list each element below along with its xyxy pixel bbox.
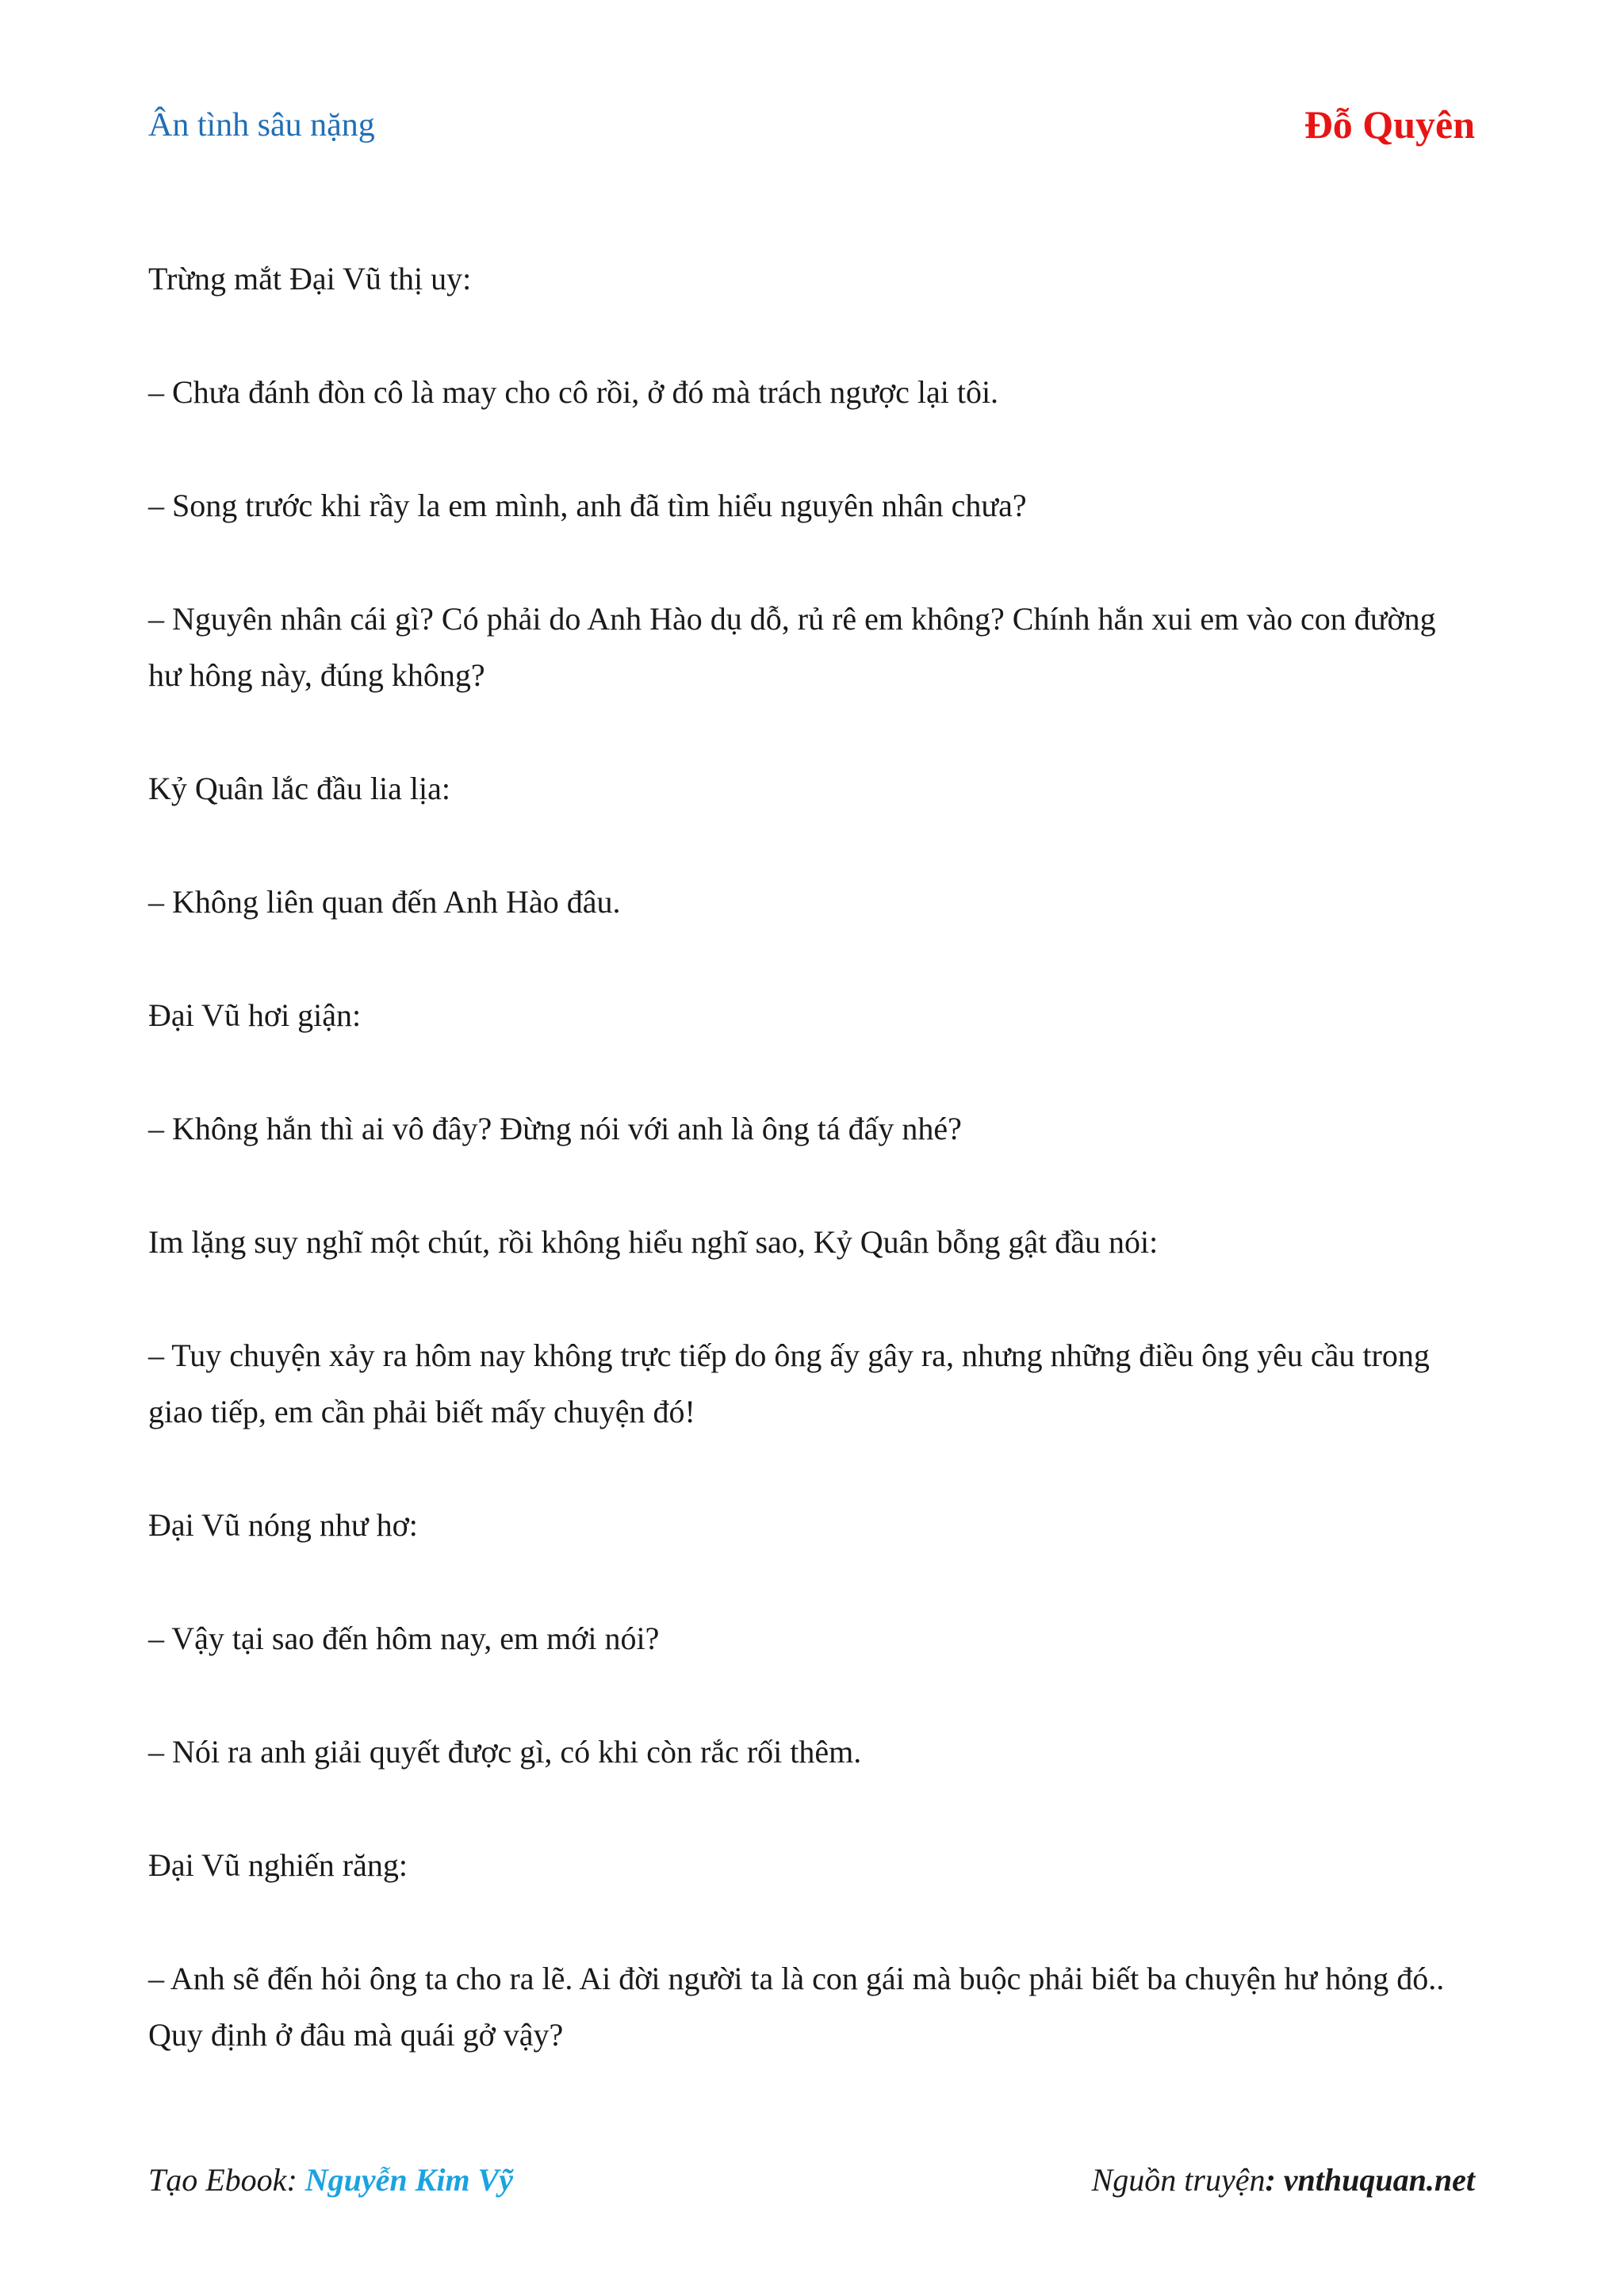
ebook-creator: Nguyễn Kim Vỹ	[304, 2162, 513, 2198]
ebook-credit: Tạo Ebook: Nguyễn Kim Vỹ	[148, 2162, 513, 2198]
author-name: Đỗ Quyên	[1304, 102, 1475, 147]
paragraph: – Không liên quan đến Anh Hào đâu.	[148, 884, 621, 920]
page-header	[148, 101, 1475, 157]
page-footer	[148, 2161, 1475, 2209]
paragraph: Đại Vũ nóng như hơ:	[148, 1507, 418, 1543]
book-title: Ân tình sâu nặng	[148, 107, 375, 144]
paragraph: – Không hắn thì ai vô đây? Đừng nói với anh là ông tá đấy nhé?	[148, 1111, 962, 1146]
paragraph: Trừng mắt Đại Vũ thị uy:	[148, 261, 472, 297]
paragraph: Im lặng suy nghĩ một chút, rồi không hiểu nghĩ sao, Kỷ Quân bỗng gật đầu nói:	[148, 1224, 1159, 1260]
paragraph: – Nói ra anh giải quyết được gì, có khi còn rắc rối thêm.	[148, 1734, 862, 1770]
paragraph: Đại Vũ hơi giận:	[148, 997, 362, 1033]
story-text	[148, 251, 1477, 2120]
source-site: vnthuquan.net	[1283, 2162, 1475, 2198]
paragraph: – Tuy chuyện xảy ra hôm nay không trực tiếp do ông ấy gây ra, nhưng những điều ông yêu cầu trong giao tiếp, em cần phải biết mấy chuyện đó!	[148, 1337, 1430, 1429]
ebook-label: Tạo Ebook	[148, 2162, 287, 2198]
paragraph: Đại Vũ nghiến răng:	[148, 1847, 408, 1883]
paragraph: – Chưa đánh đòn cô là may cho cô rồi, ở đó mà trách ngược lại tôi.	[148, 374, 999, 410]
paragraph: – Nguyên nhân cái gì? Có phải do Anh Hào dụ dỗ, rủ rê em không? Chính hắn xui em vào con đường hư hông này, đúng không?	[148, 601, 1436, 693]
source-credit: Nguồn truyện: vnthuquan.net	[1091, 2162, 1475, 2198]
paragraph: Kỷ Quân lắc đầu lia lịa:	[148, 771, 450, 806]
paragraph: – Anh sẽ đến hỏi ông ta cho ra lẽ. Ai đời người ta là con gái mà buộc phải biết ba chuyện hư hỏng đó.. Quy định ở đâu mà quái gở vậy?	[148, 1961, 1445, 2053]
paragraph: – Song trước khi rầy la em mình, anh đã tìm hiểu nguyên nhân chưa?	[148, 488, 1027, 523]
source-label: Nguồn truyện	[1091, 2162, 1266, 2198]
paragraph: – Vậy tại sao đến hôm nay, em mới nói?	[148, 1621, 660, 1656]
